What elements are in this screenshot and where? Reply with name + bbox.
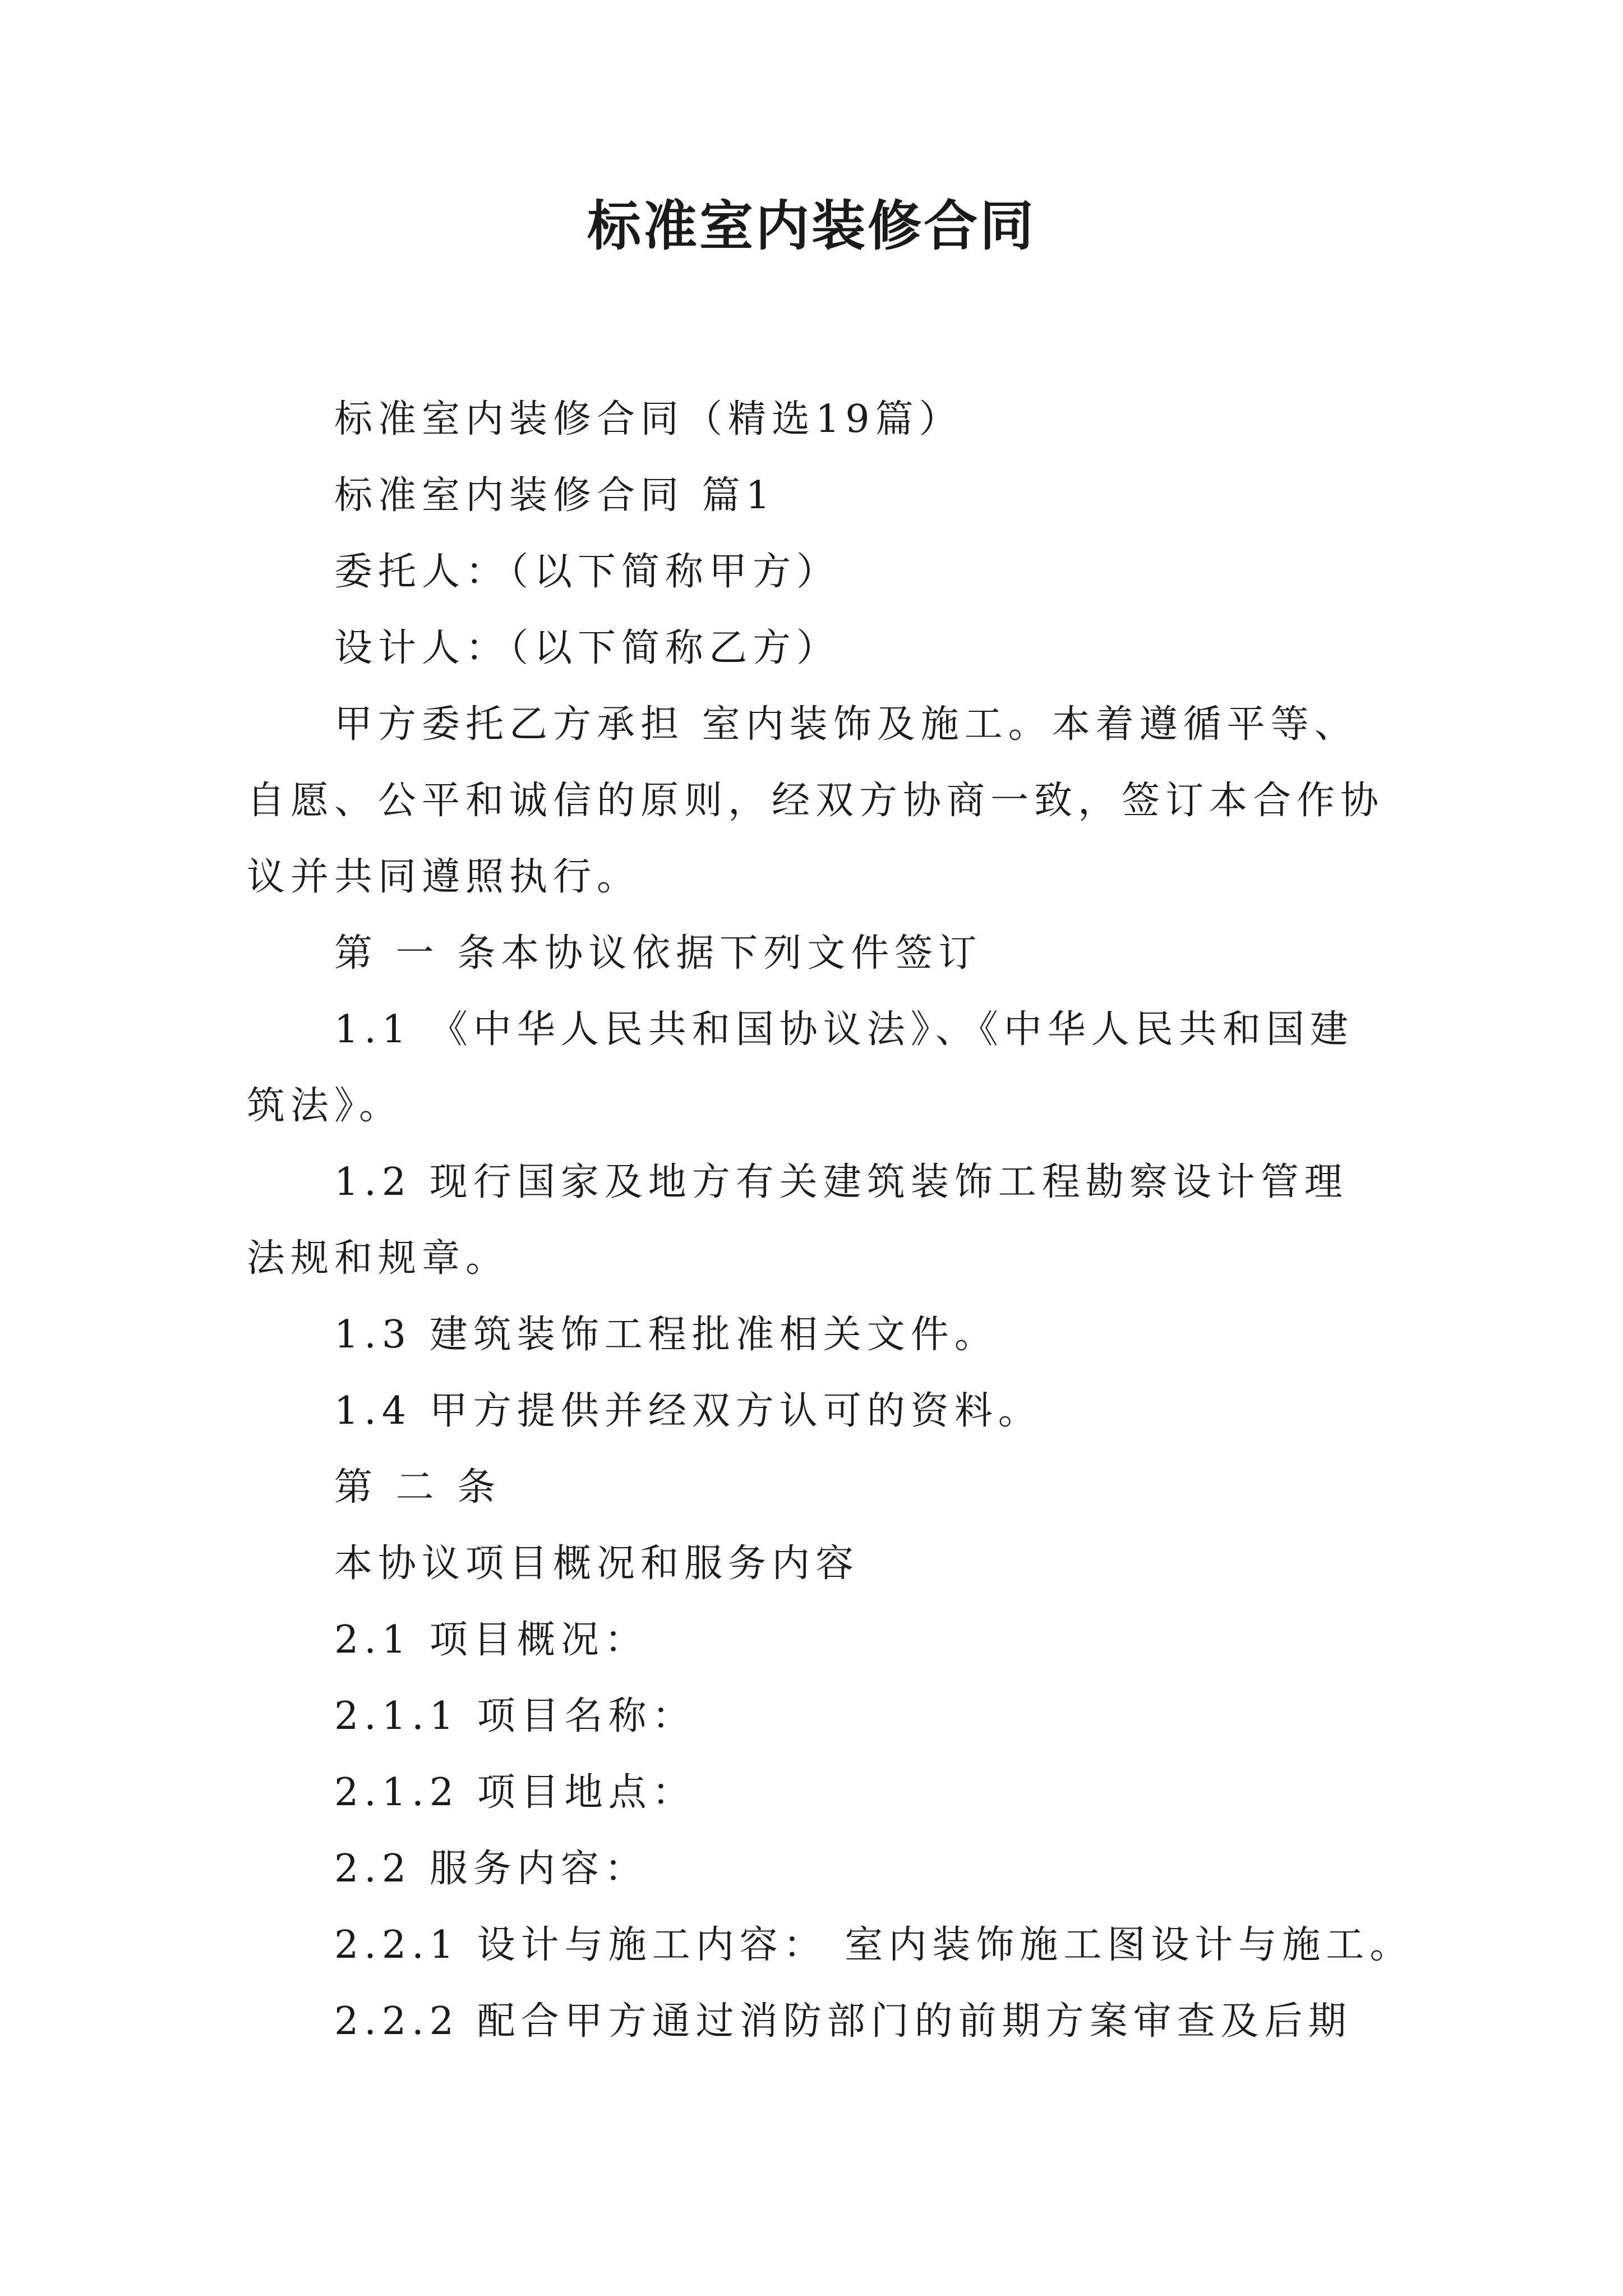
paragraph: 1.1 《中华人民共和国协议法》、《中华人民共和国建筑法》。 (247, 1007, 1354, 1128)
article-heading: 第 二 条 (334, 1465, 501, 1510)
text-line: 本协议项目概况和服务内容 (334, 1542, 860, 1586)
text-line: 标准室内装修合同（精选19篇） (334, 397, 963, 441)
article-heading: 第 一 条本协议依据下列文件签订 (334, 931, 983, 976)
document-title: 标准室内装修合同 (587, 194, 1036, 257)
text-line: 委托人：（以下简称甲方） (334, 550, 841, 594)
text-line: 2.1.2 项目地点： (334, 1770, 696, 1815)
text-line: 1.3 建筑装饰工程批准相关文件。 (334, 1313, 998, 1357)
text-line: 2.2.1 设计与施工内容： 室内装饰施工图设计与施工。 (334, 1923, 1414, 1967)
text-line: 1.4 甲方提供并经双方认可的资料。 (334, 1389, 1042, 1433)
text-line: 设计人：（以下简称乙方） (334, 626, 841, 670)
paragraph: 1.2 现行国家及地方有关建筑装饰工程勘察设计管理法规和规章。 (247, 1160, 1348, 1281)
text-line: 2.1.1 项目名称： (334, 1694, 696, 1738)
paragraph: 甲方委托乙方承担 室内装饰及施工。本着遵循平等、自愿、公平和诚信的原则，经双方协商一致，签订本合作协议并共同遵照执行。 (247, 702, 1385, 899)
document-body (247, 381, 1414, 2060)
text-line: 2.1 项目概况： (334, 1618, 648, 1662)
text-line: 标准室内装修合同 篇1 (334, 473, 776, 518)
text-line: 2.2.2 配合甲方通过消防部门的前期方案审查及后期 (334, 1999, 1352, 2044)
text-line: 2.2 服务内容： (334, 1847, 648, 1891)
